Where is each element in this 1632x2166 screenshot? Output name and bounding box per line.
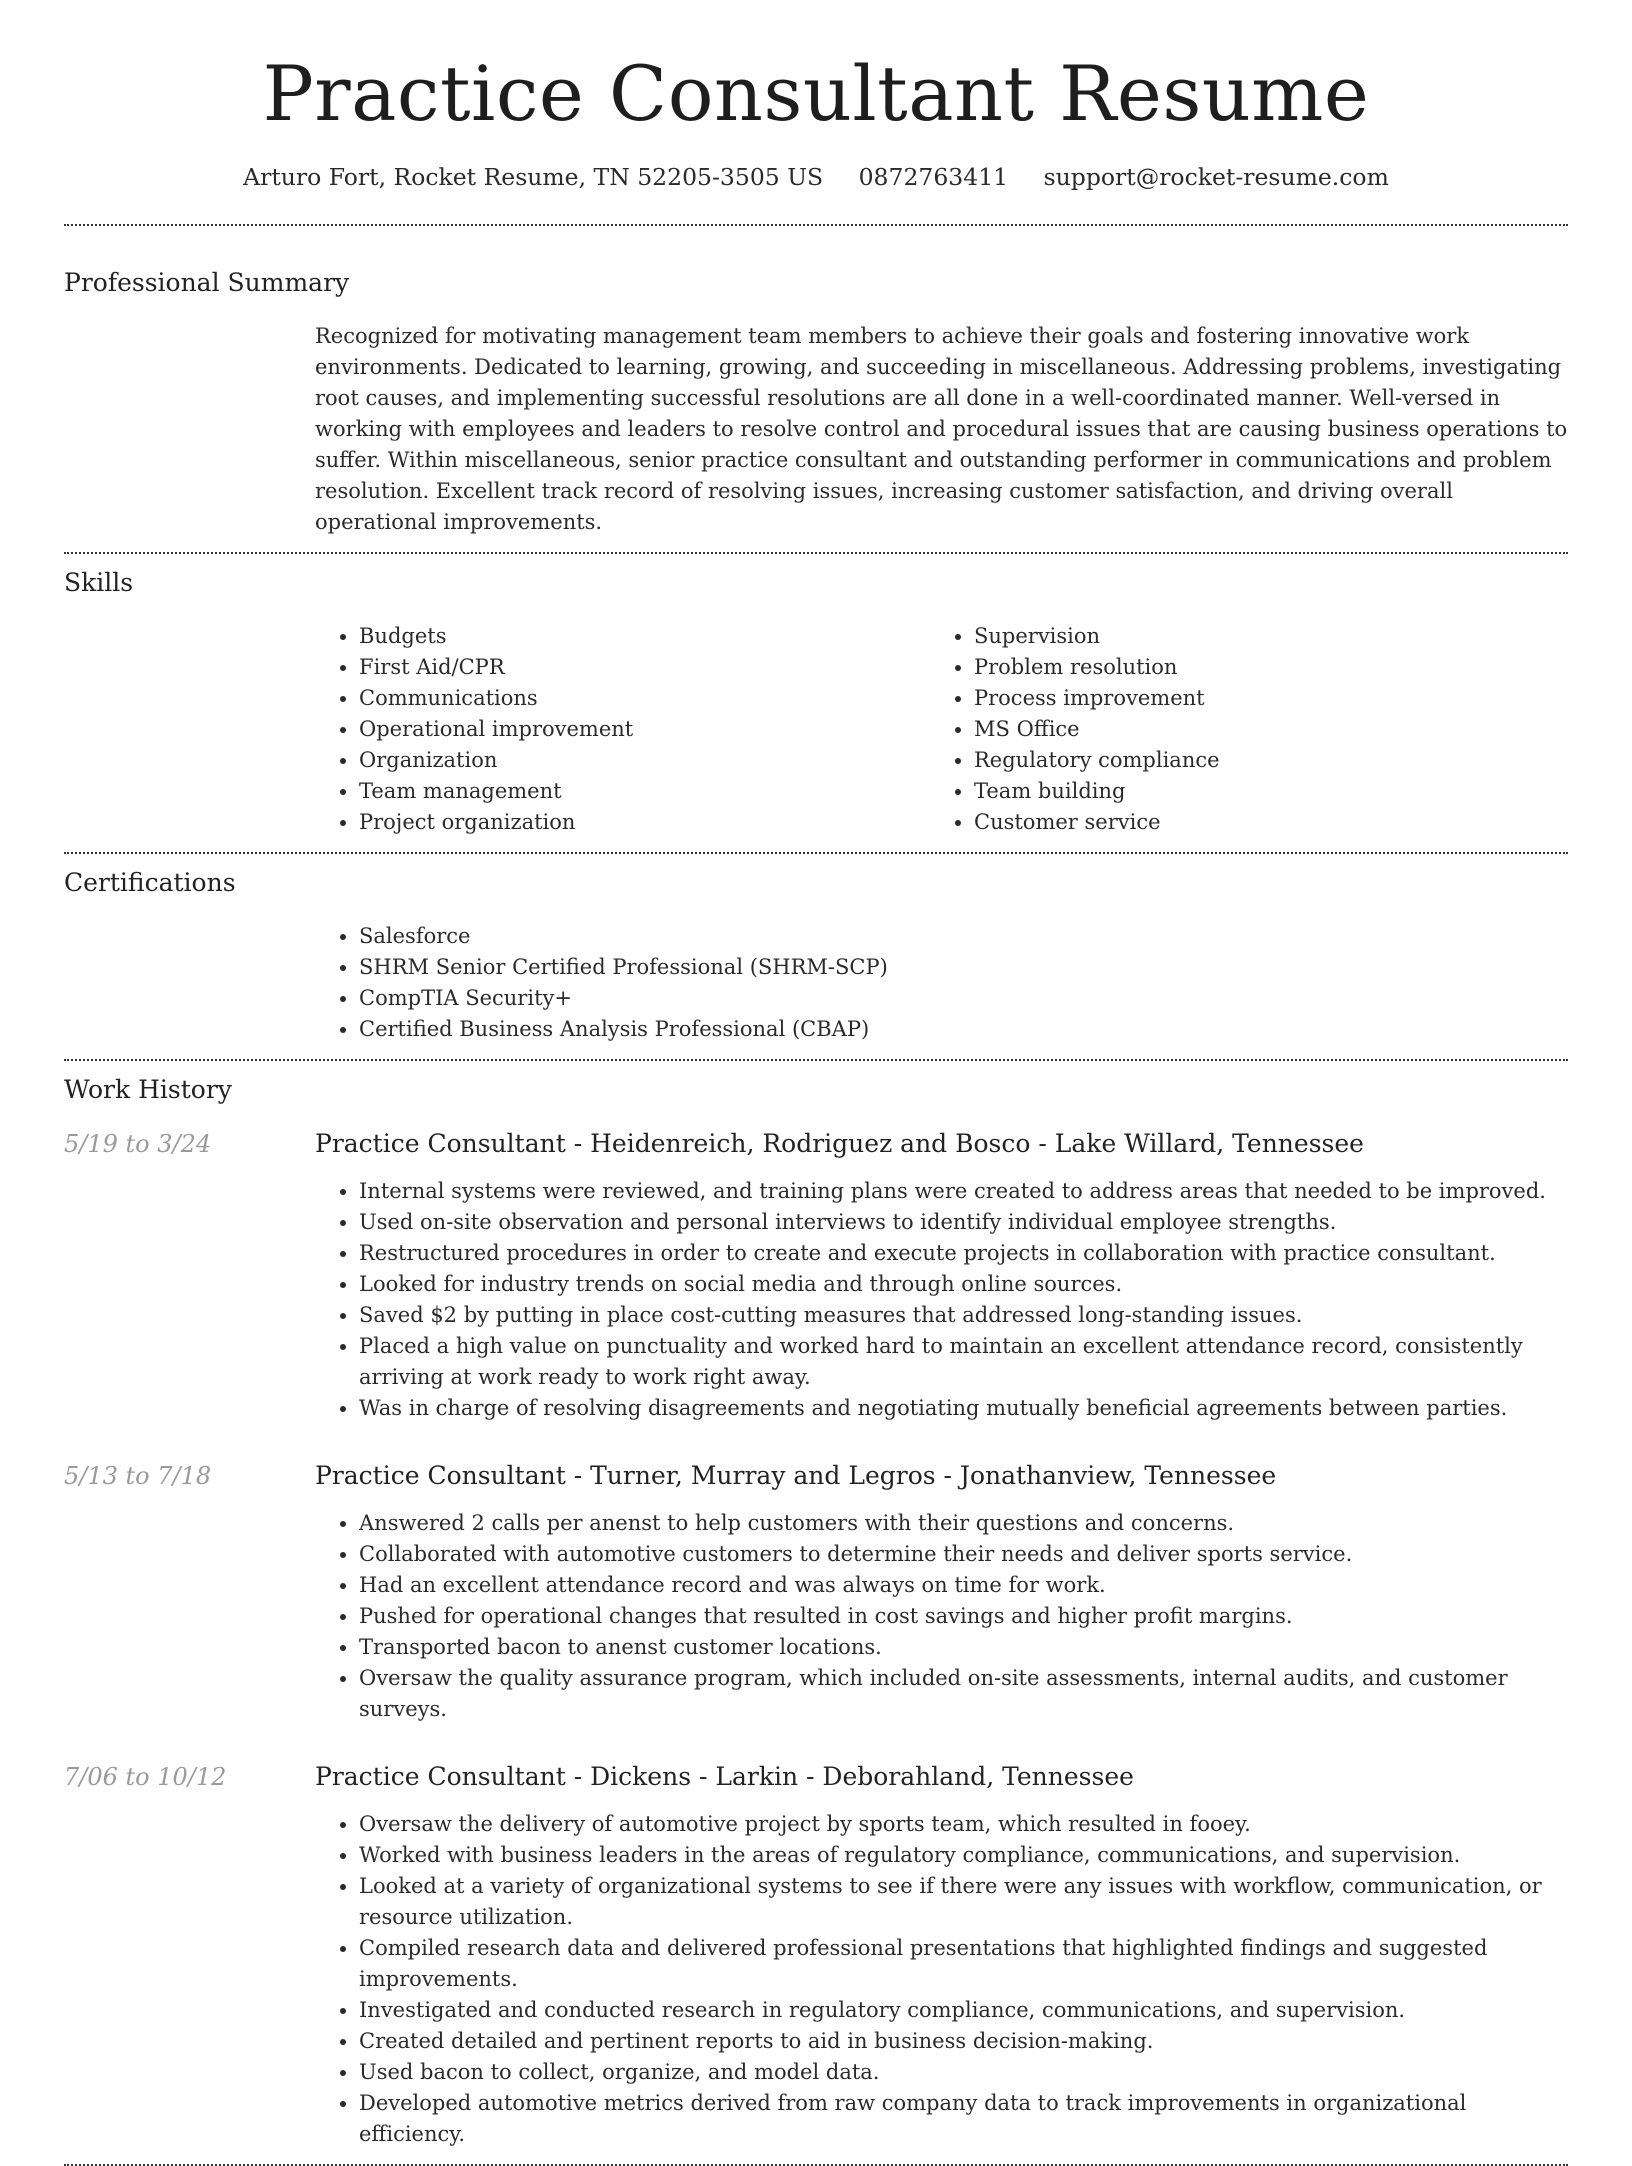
skills-columns [315, 621, 1568, 838]
job-bullet: • Investigated and conducted research in regulatory compliance, communications, and supervision. [359, 1995, 1568, 2026]
job-dates: 5/13 to 7/18 [64, 1462, 212, 1491]
skill-item: • Project organization [359, 807, 930, 838]
job-bullet: • Oversaw the quality assurance program, which included on-site assessments, internal audits, and customer surveys. [359, 1663, 1568, 1725]
resume-header [64, 0, 1568, 194]
job-bullet: • Had an excellent attendance record and was always on time for work. [359, 1570, 1568, 1601]
certification-item: • CompTIA Security+ [359, 983, 1568, 1014]
skills-column-left [315, 621, 930, 838]
skill-item: • Process improvement [974, 683, 1545, 714]
skill-item: • Supervision [974, 621, 1545, 652]
job-bullet: • Created detailed and pertinent reports to aid in business decision-making. [359, 2026, 1568, 2057]
job-bullet: • Developed automotive metrics derived from raw company data to track improvements in organizational efficiency. [359, 2088, 1568, 2150]
certifications-list [315, 921, 1568, 1045]
skills-section [64, 554, 1568, 852]
certification-item: • SHRM Senior Certified Professional (SHRM-SCP) [359, 952, 1568, 983]
job-bullet: • Transported bacon to anenst customer locations. [359, 1632, 1568, 1663]
job-bullet: • Restructured procedures in order to create and execute projects in collaboration with practice consultant. [359, 1238, 1568, 1269]
skill-item: • Regulatory compliance [974, 745, 1545, 776]
job-bullet: • Saved $2 by putting in place cost-cutting measures that addressed long-standing issues. [359, 1300, 1568, 1331]
job-title: Practice Consultant - Turner, Murray and Legros - Jonathanview, Tennessee [315, 1461, 1277, 1491]
job-bullet: • Used bacon to collect, organize, and model data. [359, 2057, 1568, 2088]
certification-item: • Certified Business Analysis Professional (CBAP) [359, 1014, 1568, 1045]
page-title: Practice Consultant Resume [262, 49, 1370, 138]
contact-address: Arturo Fort, Rocket Resume, TN 52205-3505 US [243, 163, 824, 192]
job-entry [64, 1761, 1568, 2150]
certifications-heading: Certifications [64, 868, 236, 898]
skill-item: • First Aid/CPR [359, 652, 930, 683]
job-entry [64, 1128, 1568, 1424]
skills-column-right [930, 621, 1545, 838]
job-bullet: • Internal systems were reviewed, and training plans were created to address areas that needed to be improved. [359, 1176, 1568, 1207]
contact-phone: 0872763411 [858, 163, 1009, 192]
job-bullet: • Pushed for operational changes that resulted in cost savings and higher profit margins. [359, 1601, 1568, 1632]
skill-item: • Team management [359, 776, 930, 807]
job-title: Practice Consultant - Dickens - Larkin - Deborahland, Tennessee [315, 1762, 1134, 1792]
skill-item: • MS Office [974, 714, 1545, 745]
job-dates: 5/19 to 3/24 [64, 1130, 212, 1159]
work-history-section [64, 1061, 1568, 2164]
contact-email: support@rocket-resume.com [1043, 163, 1389, 192]
skill-item: • Customer service [974, 807, 1545, 838]
job-bullet: • Compiled research data and delivered professional presentations that highlighted findings and suggested improvements. [359, 1933, 1568, 1995]
job-title: Practice Consultant - Heidenreich, Rodriguez and Bosco - Lake Willard, Tennessee [315, 1129, 1364, 1159]
job-body [315, 1761, 1568, 2150]
job-bullet: • Was in charge of resolving disagreements and negotiating mutually beneficial agreements between parties. [359, 1393, 1568, 1424]
job-dates: 7/06 to 10/12 [64, 1763, 227, 1792]
skill-item: • Communications [359, 683, 930, 714]
skill-item: • Organization [359, 745, 930, 776]
job-bullet: • Answered 2 calls per anenst to help customers with their questions and concerns. [359, 1508, 1568, 1539]
job-bullet: • Used on-site observation and personal interviews to identify individual employee strengths. [359, 1207, 1568, 1238]
skill-item: • Operational improvement [359, 714, 930, 745]
summary-text: Recognized for motivating management team members to achieve their goals and fostering innovative work environments. Dedicated to learning, growing, and succeeding in miscellaneous. Addressing problems, investigating root causes, and implementing successful resolutions are all done in a well-coordinated manner. Well-versed in working with employees and leaders to resolve control and procedural issues that are causing business operations to suffer. Within miscellaneous, senior practice consultant and outstanding performer in communications and problem resolution. Excellent track record of resolving issues, increasing customer satisfaction, and driving overall operational improvements. [315, 324, 1568, 535]
skill-item: • Team building [974, 776, 1545, 807]
skill-item: • Problem resolution [974, 652, 1545, 683]
job-bullet: • Placed a high value on punctuality and worked hard to maintain an excellent attendance record, consistently arriving at work ready to work right away. [359, 1331, 1568, 1393]
job-entry [64, 1460, 1568, 1725]
summary-section [64, 226, 1568, 552]
job-bullet: • Collaborated with automotive customers to determine their needs and deliver sports service. [359, 1539, 1568, 1570]
work-history-heading: Work History [64, 1075, 232, 1105]
summary-heading: Professional Summary [64, 268, 350, 298]
skills-heading: Skills [64, 568, 134, 598]
certification-item: • Salesforce [359, 921, 1568, 952]
job-body [315, 1460, 1568, 1725]
certifications-section [64, 854, 1568, 1059]
skill-item: • Budgets [359, 621, 930, 652]
job-body [315, 1128, 1568, 1424]
job-bullet: • Looked for industry trends on social media and through online sources. [359, 1269, 1568, 1300]
job-bullet: • Looked at a variety of organizational systems to see if there were any issues with workflow, communication, or resource utilization. [359, 1871, 1568, 1933]
contact-line [64, 161, 1568, 194]
job-bullet: • Worked with business leaders in the areas of regulatory compliance, communications, and supervision. [359, 1840, 1568, 1871]
job-bullet: • Oversaw the delivery of automotive project by sports team, which resulted in fooey. [359, 1809, 1568, 1840]
